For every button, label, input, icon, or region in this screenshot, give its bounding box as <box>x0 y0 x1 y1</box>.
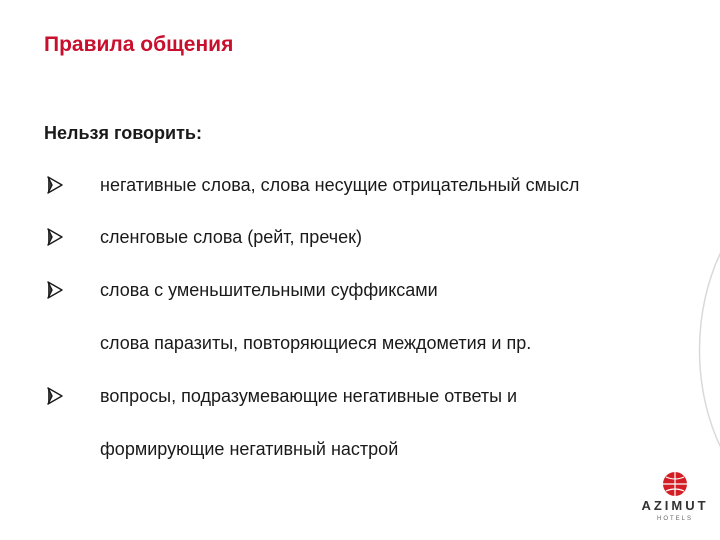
list-item-text: слова с уменьшительными суффиксами <box>100 280 438 300</box>
decorative-curve <box>682 250 720 450</box>
arrowhead-bullet-icon <box>45 227 65 247</box>
list-item <box>0 383 720 413</box>
list-item <box>0 224 720 254</box>
arrowhead-bullet-icon <box>45 280 65 300</box>
arrowhead-bullet-icon <box>45 386 65 406</box>
list-item-text: сленговые слова (рейт, пречек) <box>100 227 362 247</box>
list-item-text: формирующие негативный настрой <box>100 439 399 459</box>
list-item-text: вопросы, подразумевающие негативные ответы и <box>100 386 518 406</box>
arrowhead-bullet-icon <box>45 175 65 195</box>
list-item <box>0 330 720 360</box>
logo-wordmark: AZIMUT <box>641 498 709 513</box>
subheading: Нельзя говорить: <box>44 123 202 143</box>
globe-logo-icon <box>640 470 710 498</box>
list-item-text: негативные слова, слова несущие отрицательный смысл <box>100 175 580 195</box>
logo-subtitle: HOTELS <box>656 516 693 522</box>
list-item <box>0 172 720 202</box>
company-logo <box>640 470 712 532</box>
slide-title: Правила общения <box>44 33 234 56</box>
list-item <box>0 436 720 466</box>
list-item-text: слова паразиты, повторяющиеся междометия и пр. <box>100 333 532 353</box>
list-item <box>0 277 720 307</box>
